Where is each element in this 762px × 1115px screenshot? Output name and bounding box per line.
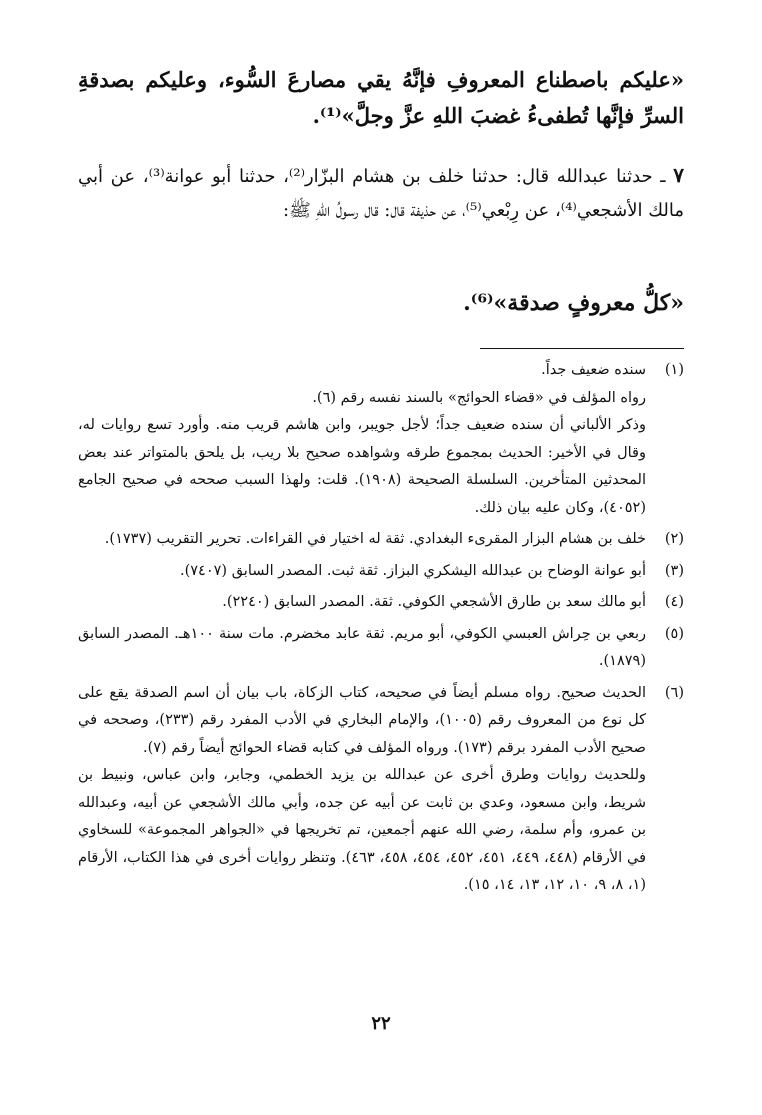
footnote-number: (٢) [664,531,684,547]
footnote-3 [78,558,684,586]
footnote-body [78,357,646,522]
footnote-divider [480,348,684,349]
footnote-body [78,680,646,900]
footnote-paragraph: الحديث صحيح. رواه مسلم أيضاً في صحيحه، كتاب الزكاة، باب بيان أن اسم الصدقة يقع على كل نوع من المعروف رقم (١٠٠٥)، والإمام البخاري في الأدب المفرد رقم (٢٣٣)، وصححه في صحيح الأدب المفرد برقم (١٧٣). ورواه المؤلف في كتابه قضاء الحوائج أيضاً رقم (٧). [78,684,646,756]
footnote-paragraph: ربعي بن حِراش العبسي الكوفي، أبو مريم. ثقة عابد مخضرم. مات سنة ١٠٠هـ. المصدر السابق (١٨٧٩). [78,625,646,669]
footnote-number: (٣) [664,562,684,579]
hadith-7-quote: «كلُّ معروفٍ صدقة»⁽⁶⁾. [463,290,684,316]
footnote-number: (٤) [664,594,684,610]
footnote-6 [78,680,684,900]
footnote-body [78,526,646,554]
footnotes [78,357,684,904]
footnote-paragraph: سنده ضعيف جداً. [541,362,646,378]
footnote-paragraph: رواه المؤلف في «قضاء الحوائج» بالسند نفسه رقم (٦). [312,389,646,406]
footnote-number: (٦) [664,684,684,701]
footnote-5 [78,621,684,676]
footnote-paragraph: وللحديث روايات وطرق أخرى عن عبدالله بن يزيد الخطمي، وجابر، وابن عباس، ونبيط بن شريط، وابن مسعود، وعدي بن ثابت عن أبيه عن جده، وأبي مالك الأشجعي عن أبيه، وعبدالله بن عمرو، وأم سلمة، رضي الله عنهم أجمعين، تم تخريجها في «الجواهر المجموعة» للسخاوي في الأرقام (٤٤٨، ٤٤٩، ٤٥١، ٤٥٢، ٤٥٤، ٤٥٨، ٤٦٣). وتنظر روايات أخرى في هذا الكتاب، الأرقام (١، ٨، ٩، ١٠، ١٢، ١٣، ١٤، ١٥). [78,767,647,893]
page-number: ٢٢ [371,1013,391,1034]
footnote-paragraph: خلف بن هشام البزار المقرىء البغدادي. ثقة له اختيار في القراءات. تحرير التقريب (١٧٣٧). [104,531,646,547]
footnote-1 [78,357,684,522]
hadith-7-chain [78,158,684,228]
footnote-number: (١) [664,362,684,378]
hadith-6-quote: «عليكم باصطناع المعروفِ فإنَّهُ يقي مصارعَ السُّوء، وعليكم بصدقةِ السرِّ فإنَّها تُطفىءُ غضبَ اللهِ عزَّ وجلَّ»⁽¹⁾. [78,67,684,128]
hadith-number: ٧ [673,163,684,187]
footnote-paragraph: أبو عوانة الوضاح بن عبدالله اليشكري البزاز. ثقة ثبت. المصدر السابق (٧٤٠٧). [179,562,646,579]
footnote-2 [78,526,684,554]
footnote-paragraph: أبو مالك سعد بن طارق الأشجعي الكوفي. ثقة. المصدر السابق (٢٢٤٠). [222,594,646,610]
footnote-number: (٥) [664,625,684,642]
footnote-body [78,621,646,676]
hadith-7-isnad: ـ حدثنا عبدالله قال: حدثنا خلف بن هشام البزّار⁽²⁾، حدثنا أبو عوانة⁽³⁾، عن أبي مالك الأشجعي⁽⁴⁾، عن رِبْعي⁽⁵⁾، عن حذيفة قال: قال رسولُ اللهِ ﷺ: [78,166,684,221]
footnote-body [78,558,646,586]
footnote-body [78,589,646,617]
footnote-4 [78,589,684,617]
footnote-paragraph: وذكر الألباني أن سنده ضعيف جداً؛ لأجل جويبر، وابن هاشم قريب منه. وأورد تسع روايات له، وقال في الأخير: الحديث بمجموع طرقه وشواهده صحيح بلا ريب، بل يلحق بالمتواتر عند بعض المحدثين المتأخرين. السلسلة الصحيحة (١٩٠٨). قلت: ولهذا السبب صححه في صحيح الجامع (٤٠٥٢)، وكان عليه بيان ذلك. [78,417,646,516]
